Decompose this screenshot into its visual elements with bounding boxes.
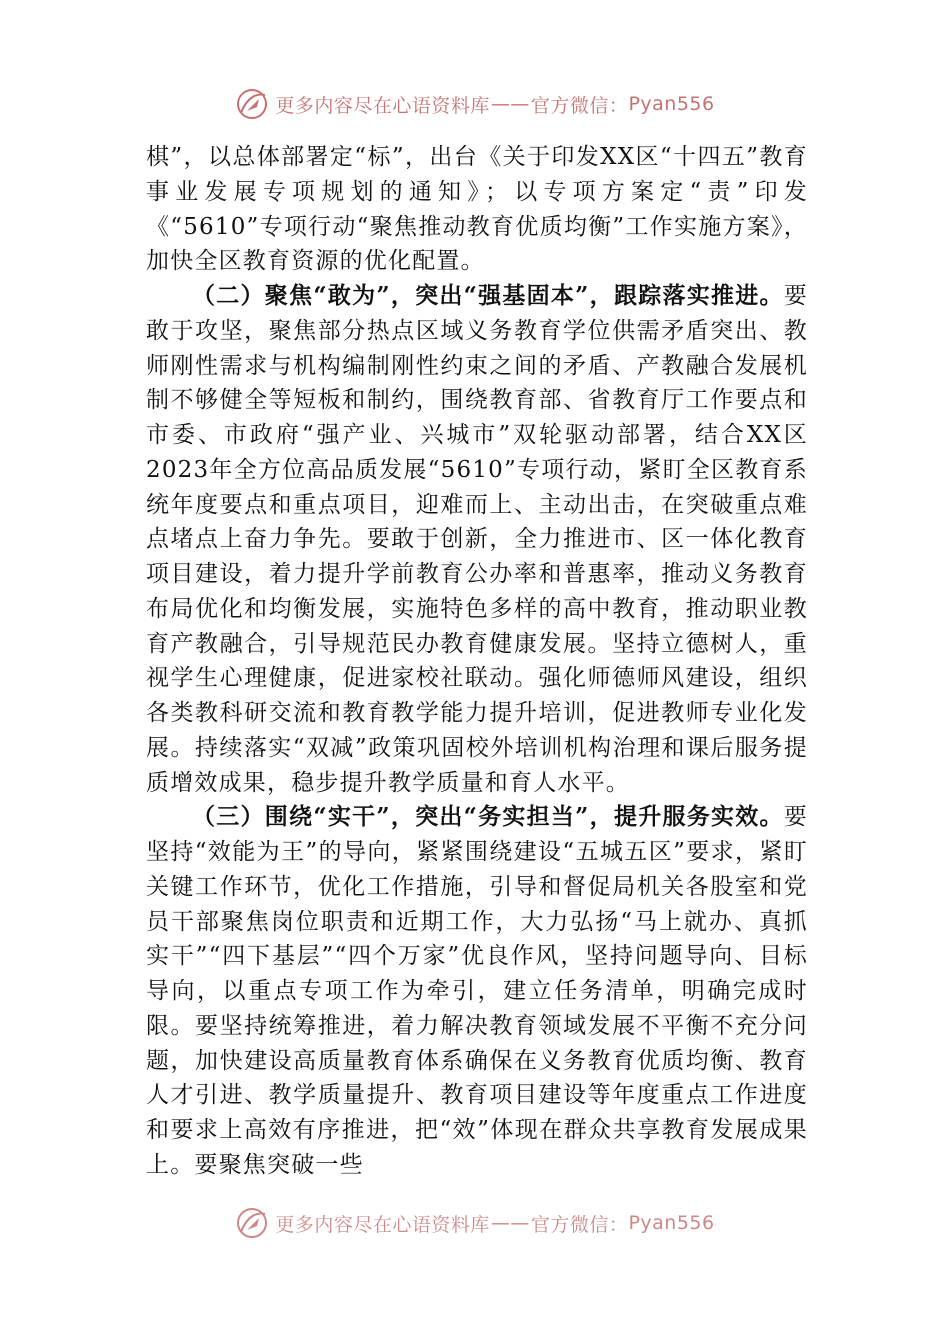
watermark-site: 更多内容尽在心语资料库 [275, 94, 490, 117]
watermark-contact-label: 官方微信： [530, 94, 629, 117]
watermark-contact-id: Pyan556 [628, 93, 715, 115]
watermark-contact-label: 官方微信： [530, 1213, 629, 1236]
watermark-dash: —— [490, 93, 530, 115]
watermark-logo-icon [235, 1206, 269, 1240]
paragraph-text: 要敢于攻坚，聚焦部分热点区域义务教育学位供需矛盾突出、教师刚性需求与机构编制刚性约束之间的矛盾、产教融合发展机制不够健全等短板和制约，围绕教育部、省教育厅工作要点和市委、市政府“强产业、兴城市”双轮驱动部署，结合XX区2023年全方位高品质发展“5610”专项行动，紧盯全区教育系统年度要点和重点项目，迎难而上、主动出击，在突破重点难点堵点上奋力争先。要敢于创新，全力推进市、区一体化教育项目建设，着力提升学前教育公办率和普惠率，推动义务教育布局优化和均衡发展，实施特色多样的高中教育，推动职业教育产教融合，引导规范民办教育健康发展。坚持立德树人，重视学生心理健康，促进家校社联动。强化师德师风建设，组织各类教科研交流和教育教学能力提升培训，促进教师专业化发展。持续落实“双减”政策巩固校外培训机构治理和课后服务提质增效成果，稳步提升教学质量和育人水平。 [146, 283, 808, 796]
document-body [146, 140, 808, 1183]
watermark-dash: —— [490, 1212, 530, 1234]
paragraph-section-3 [146, 800, 808, 1182]
section-heading: （二）聚焦“敢为”，突出“强基固本”，跟踪落实推进。 [192, 282, 784, 309]
watermark-header [0, 84, 950, 124]
paragraph-continued [146, 140, 808, 279]
watermark-footer [0, 1203, 950, 1243]
paragraph-section-2 [146, 279, 808, 800]
watermark-logo-icon [235, 87, 269, 121]
watermark-site: 更多内容尽在心语资料库 [275, 1213, 490, 1236]
section-heading: （三）围绕“实干”，突出“务实担当”，提升服务实效。 [192, 803, 784, 831]
paragraph-text: 棋”，以总体部署定“标”，出台《关于印发XX区“十四五”教育事业发展专项规划的通知》；以专项方案定“责”印发《“5610”专项行动“聚焦推动教育优质均衡”工作实施方案》，加快全区教育资源的优化配置。 [146, 144, 808, 275]
watermark-contact-id: Pyan556 [628, 1212, 715, 1234]
paragraph-text: 要坚持“效能为王”的导向，紧紧围绕建设“五城五区”要求，紧盯关键工作环节，优化工作措施，引导和督促局机关各股室和党员干部聚焦岗位职责和近期工作，大力弘扬“马上就办、真抓实干”“四下基层”“四个万家”优良作风，坚持问题导向、目标导向，以重点专项工作为牵引，建立任务清单，明确完成时限。要坚持统筹推进，着力解决教育领域发展不平衡不充分问题，加快建设高质量教育体系确保在义务教育优质均衡、教育人才引进、教学质量提升、教育项目建设等年度重点工作进度和要求上高效有序推进，把“效”体现在群众共享教育发展成果上。要聚焦突破一些 [146, 804, 808, 1178]
